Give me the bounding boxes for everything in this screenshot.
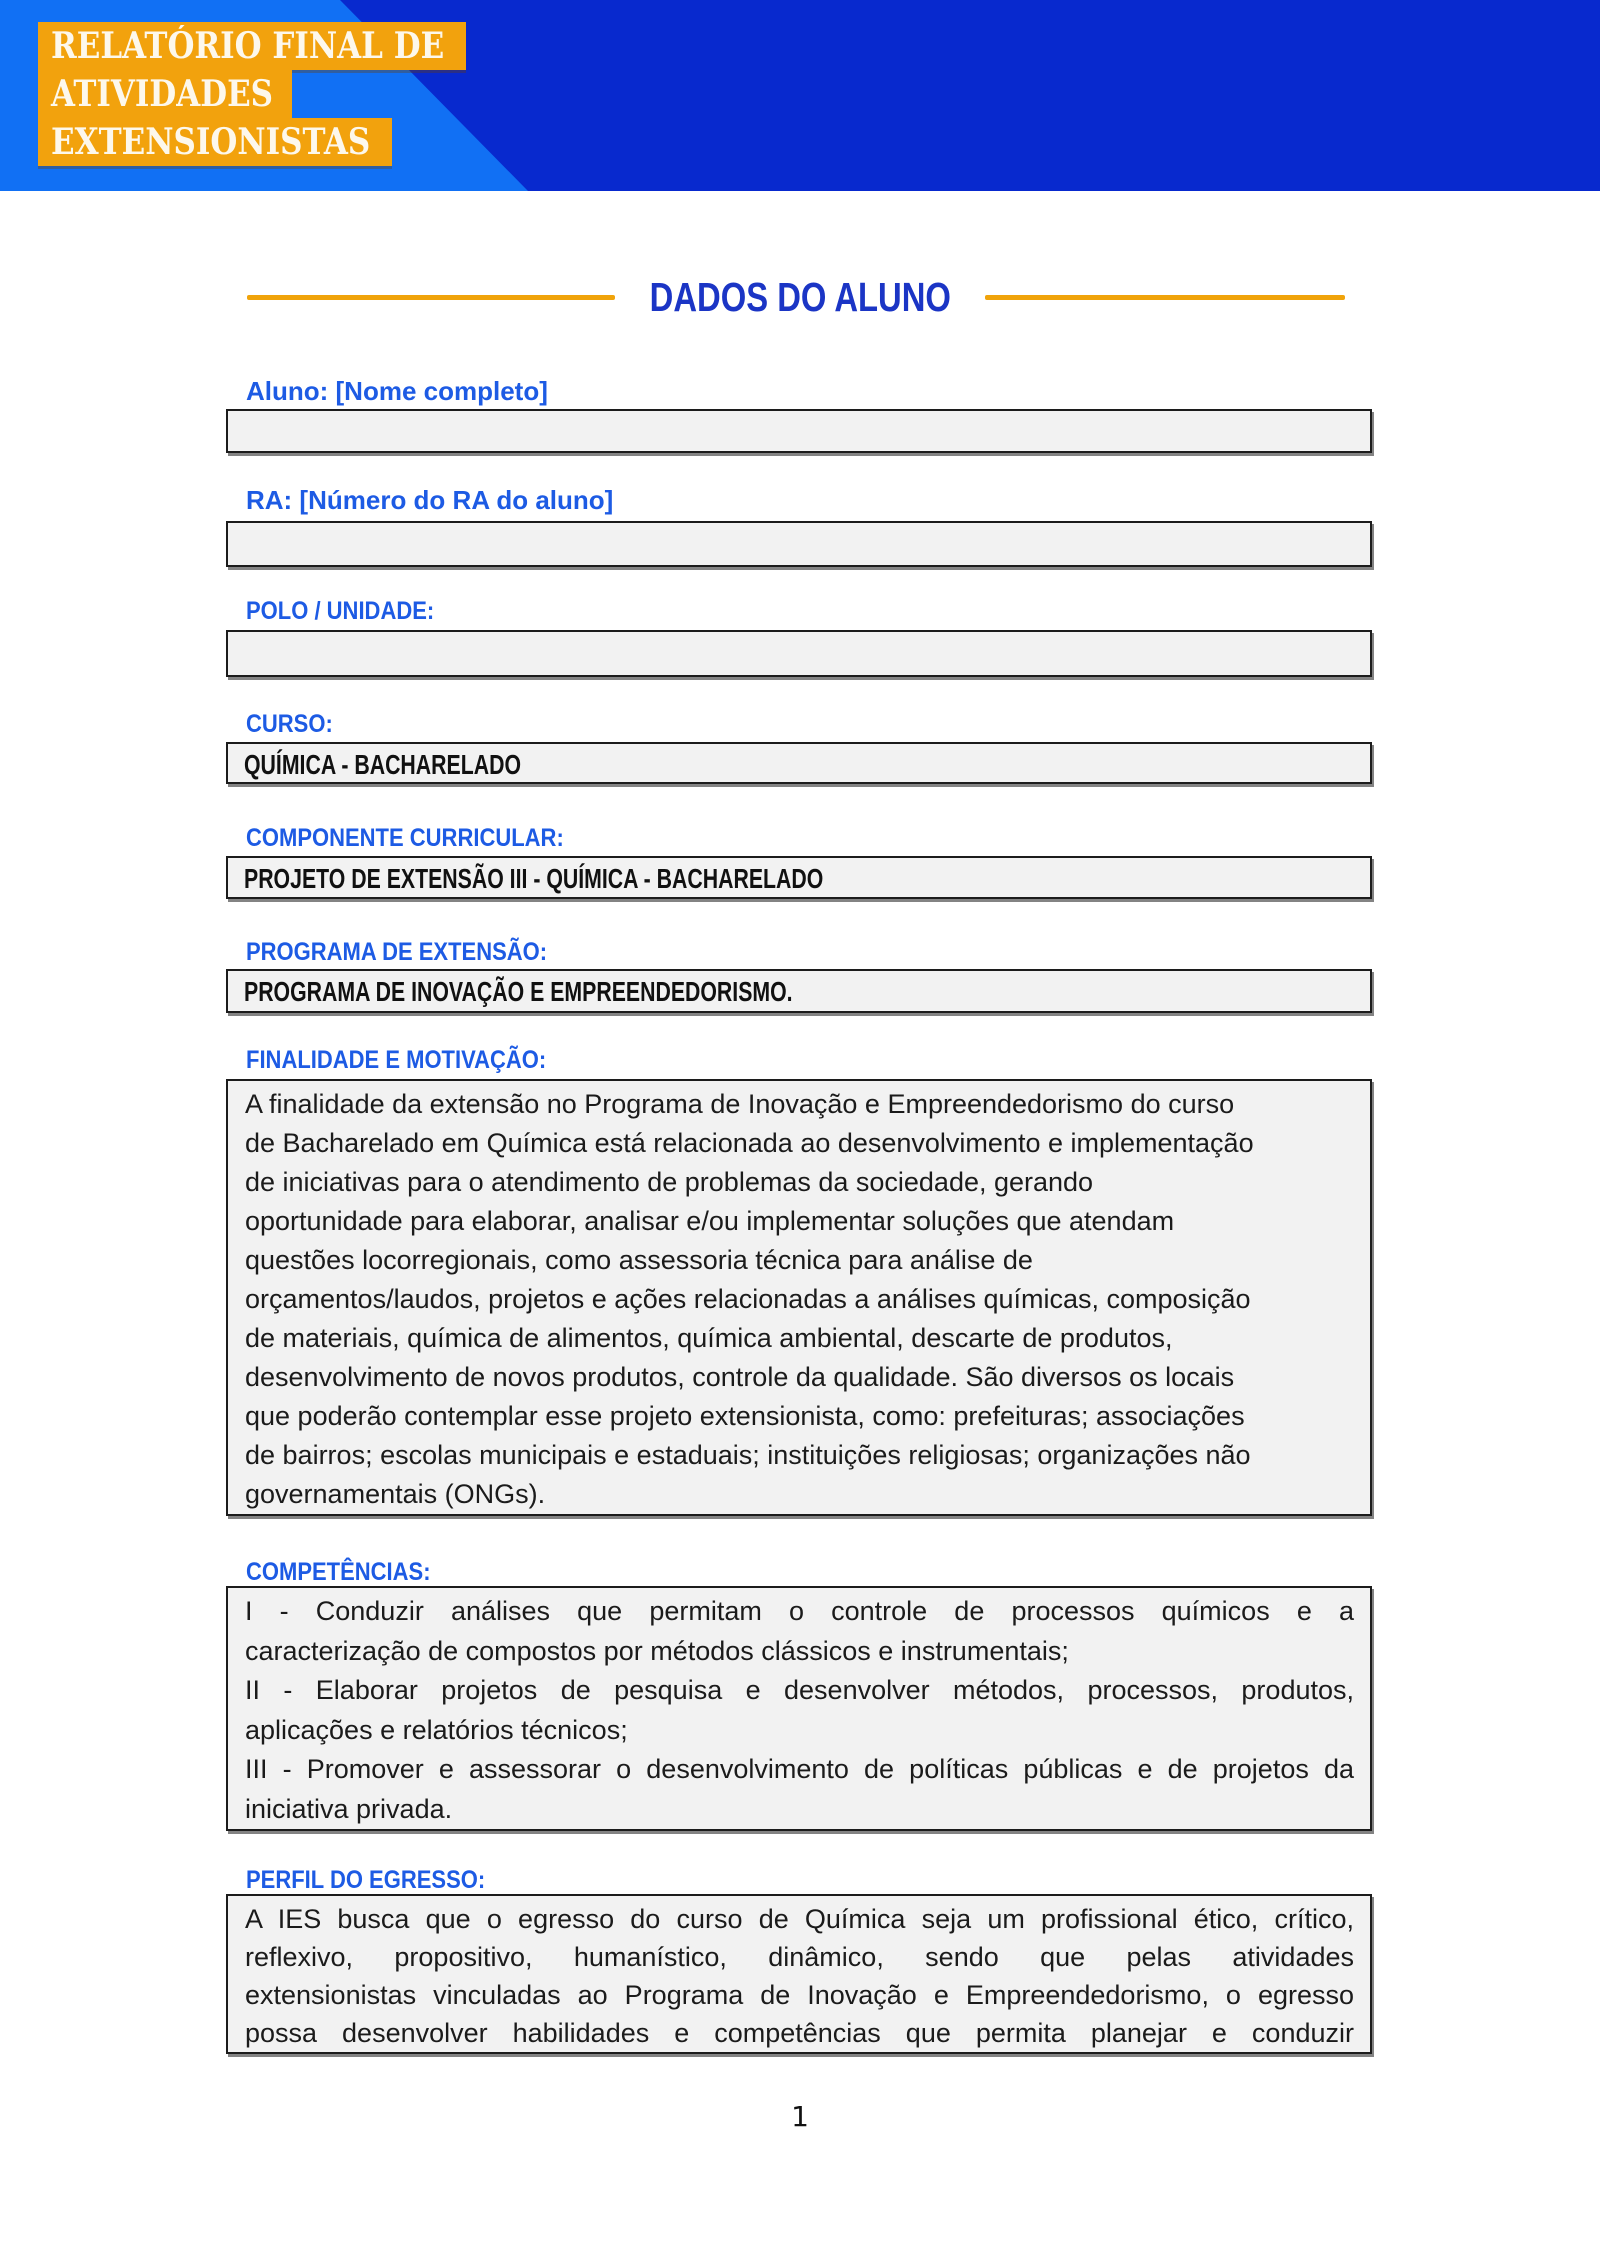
section-title-text: DADOS DO ALUNO bbox=[649, 274, 951, 320]
text-line: A IES busca que o egresso do curso de Química seja um profissional ético, crítico, bbox=[245, 1904, 1354, 1934]
curso-value-wrap bbox=[228, 744, 1370, 781]
aluno-label: Aluno: [Nome completo] bbox=[246, 376, 548, 406]
banner-title-line-1 bbox=[38, 22, 466, 70]
curso-value: QUÍMICA - BACHARELADO bbox=[244, 749, 522, 780]
competencias-label bbox=[246, 1558, 456, 1586]
programa-label bbox=[246, 938, 588, 966]
banner-title-line-3 bbox=[38, 118, 392, 166]
finalidade-label-text: FINALIDADE E MOTIVAÇÃO: bbox=[246, 1046, 547, 1074]
text-line: de iniciativas para o atendimento de problemas da sociedade, gerando bbox=[245, 1167, 1094, 1197]
text-line: orçamentos/laudos, projetos e ações relacionadas a análises químicas, composição bbox=[245, 1284, 1251, 1314]
curso-value-box bbox=[226, 742, 1372, 784]
perfil-label-text: PERFIL DO EGRESSO: bbox=[246, 1866, 486, 1894]
heading-rule-right bbox=[985, 295, 1345, 300]
componente-label-text: COMPONENTE CURRICULAR: bbox=[246, 824, 564, 852]
page-number: 1 bbox=[791, 2100, 809, 2133]
text-line: desenvolvimento de novos produtos, controle da qualidade. São diversos os locais bbox=[245, 1362, 1235, 1392]
finalidade-label bbox=[246, 1046, 587, 1074]
banner-title-text-3: EXTENSIONISTAS bbox=[51, 121, 371, 163]
ra-input-box[interactable] bbox=[226, 521, 1372, 567]
text-line: I - Conduzir análises que permitam o controle de processos químicos e a bbox=[245, 1596, 1354, 1626]
banner-title-text-2: ATIVIDADES bbox=[51, 73, 274, 115]
text-line: A finalidade da extensão no Programa de Inovação e Empreendedorismo do curso bbox=[245, 1089, 1235, 1119]
text-line: de Bacharelado em Química está relacionada ao desenvolvimento e implementação bbox=[245, 1128, 1254, 1158]
programa-label-text: PROGRAMA DE EXTENSÃO: bbox=[246, 938, 548, 966]
polo-input-box[interactable] bbox=[226, 630, 1372, 677]
componente-label bbox=[246, 824, 607, 852]
text-line: possa desenvolver habilidades e competências que permita planejar e conduzir bbox=[245, 2018, 1354, 2048]
programa-value-box bbox=[226, 969, 1372, 1013]
competencias-box bbox=[226, 1586, 1372, 1831]
text-line: reflexivo, propositivo, humanístico, dinâmico, sendo que pelas atividades bbox=[245, 1942, 1354, 1972]
section-title bbox=[0, 274, 1600, 321]
text-line: de bairros; escolas municipais e estaduais; instituições religiosas; organizações não bbox=[245, 1440, 1251, 1470]
text-line: que poderão contemplar esse projeto extensionista, como: prefeituras; associações bbox=[245, 1401, 1245, 1431]
text-line: caracterização de compostos por métodos clássicos e instrumentais; bbox=[245, 1635, 1069, 1666]
ra-label: RA: [Número do RA do aluno] bbox=[246, 485, 614, 515]
text-line: de materiais, química de alimentos, química ambiental, descarte de produtos, bbox=[245, 1323, 1173, 1353]
text-line: oportunidade para elaborar, analisar e/ou implementar soluções que atendam bbox=[245, 1206, 1175, 1236]
polo-label bbox=[246, 597, 460, 625]
programa-value: PROGRAMA DE INOVAÇÃO E EMPREENDEDORISMO. bbox=[244, 976, 793, 1007]
text-line: aplicações e relatórios técnicos; bbox=[245, 1714, 628, 1745]
perfil-box bbox=[226, 1894, 1372, 2054]
header-banner bbox=[0, 0, 1600, 191]
perfil-label bbox=[246, 1866, 518, 1894]
componente-value: PROJETO DE EXTENSÃO III - QUÍMICA - BACHARELADO bbox=[244, 863, 824, 894]
text-line: iniciativa privada. bbox=[245, 1793, 453, 1824]
banner-title-line-2 bbox=[38, 70, 292, 118]
competencias-label-text: COMPETÊNCIAS: bbox=[246, 1558, 431, 1586]
text-line: III - Promover e assessorar o desenvolvimento de políticas públicas e de projetos da bbox=[245, 1754, 1354, 1784]
text-line: governamentais (ONGs). bbox=[245, 1479, 546, 1509]
curso-label-text: CURSO: bbox=[246, 710, 333, 738]
text-line: questões locorregionais, como assessoria técnica para análise de bbox=[245, 1245, 1033, 1275]
finalidade-box bbox=[226, 1079, 1372, 1516]
componente-value-wrap bbox=[228, 858, 1370, 895]
programa-value-wrap bbox=[228, 971, 1370, 1008]
componente-value-box bbox=[226, 856, 1372, 899]
aluno-input-box[interactable] bbox=[226, 409, 1372, 453]
curso-label bbox=[246, 710, 345, 738]
polo-label-text: POLO / UNIDADE: bbox=[246, 597, 435, 625]
text-line: II - Elaborar projetos de pesquisa e desenvolver métodos, processos, produtos, bbox=[245, 1675, 1354, 1705]
banner-title-text-1: RELATÓRIO FINAL DE bbox=[51, 25, 445, 67]
text-line: extensionistas vinculadas ao Programa de Inovação e Empreendedorismo, o egresso bbox=[245, 1980, 1354, 2010]
